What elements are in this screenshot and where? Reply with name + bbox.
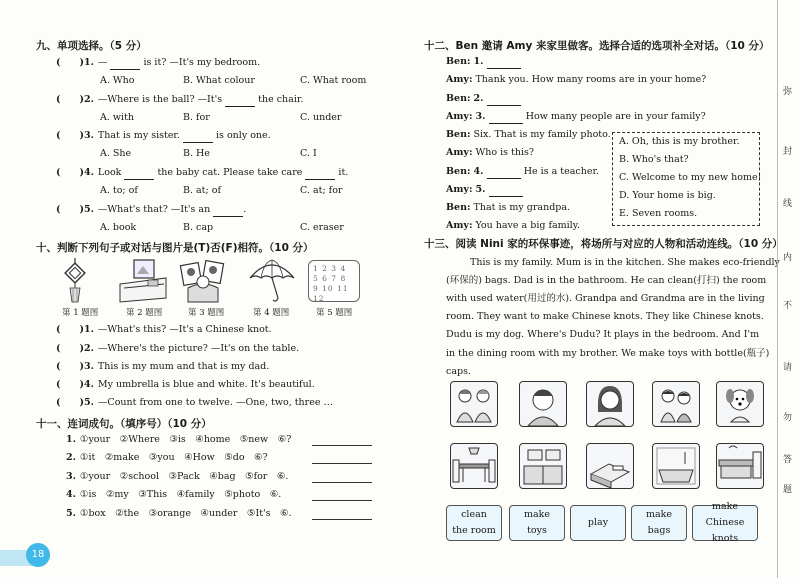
passage-line: room. They want to make Chinese knots. They like Chinese knots. [446, 311, 764, 322]
activity-text: Chinese knots [705, 517, 745, 544]
question-text: the chair. [255, 94, 304, 105]
dialog-line [446, 128, 611, 142]
section-11-title: 十一、连词成句。（填序号）（10 分） [36, 418, 212, 430]
living-room-picture [716, 443, 764, 489]
activity-text: make [645, 509, 673, 520]
question-number: ( )5. [56, 204, 94, 215]
item-number: 5. [66, 508, 76, 519]
speaker: Ben: [446, 56, 471, 67]
option-c[interactable]: C. at; for [300, 185, 343, 196]
question-4 [56, 166, 348, 180]
dialog-text: You have a big family. [475, 220, 580, 231]
speaker: Ben: [446, 166, 471, 177]
activity-text: bags [647, 525, 671, 536]
passage-line: This is my family. Mum is in the kitchen. She makes eco-friendly [470, 257, 780, 268]
dialog-text: Six. That is my family photo. [473, 129, 611, 140]
option-b[interactable]: B. What colour [183, 75, 255, 86]
word-list: ①your ②Where ③is ④home ⑤new ⑥? [79, 434, 292, 445]
dialog-text: He is a teacher. [520, 166, 599, 177]
question-2 [56, 93, 303, 107]
item-number: ( )1. [56, 324, 94, 335]
dialog-text: 5. [475, 184, 489, 195]
question-5 [56, 203, 246, 217]
answer-blank[interactable] [489, 123, 523, 124]
grandparents-picture [450, 381, 498, 427]
dialog-line [446, 110, 706, 124]
judge-item-4 [56, 378, 315, 392]
passage-line: Dudu is my dog. Where's Dudu? It plays in the bedroom. And I'm [446, 329, 760, 340]
dialog-text: 2. [473, 93, 487, 104]
dining-room-picture [450, 443, 498, 489]
picture-caption: 第 3 题图 [188, 308, 225, 318]
choice-option[interactable]: A. Oh, this is my brother. [619, 136, 740, 147]
item-text: This is my mum and that is my dad. [97, 361, 270, 372]
option-c[interactable]: C. under [300, 112, 342, 123]
passage-line: (环保的) bags. Dad is in the bathroom. He can clean(打扫) the room [446, 275, 767, 286]
section-10-title: 十、判断下列句子或对话与图片是(T)否(F)相符。（10 分） [36, 242, 314, 254]
question-1 [56, 56, 260, 70]
option-b[interactable]: B. at; of [183, 185, 221, 196]
margin-char: 题 [783, 485, 793, 495]
reorder-item-1 [66, 433, 291, 447]
answer-blank[interactable] [124, 179, 154, 180]
reorder-item-4 [66, 488, 281, 502]
dialog-line [446, 146, 534, 160]
dialog-line [446, 92, 521, 106]
activity-text: make [523, 509, 551, 520]
dog-picture [716, 381, 764, 427]
picture-table-picture [118, 258, 168, 304]
speaker: Amy: [446, 184, 473, 195]
bathroom-picture [652, 443, 700, 489]
dialog-line [446, 219, 580, 233]
speaker: Amy: [446, 220, 473, 231]
picture-caption: 第 4 题图 [253, 308, 290, 318]
item-number: 1. [66, 434, 76, 445]
item-number: ( )2. [56, 343, 94, 354]
margin-char: 内 [783, 253, 793, 263]
item-number: ( )5. [56, 397, 94, 408]
question-text: it. [335, 167, 349, 178]
question-text: the baby cat. Please take care [154, 167, 306, 178]
item-text: —Where's the picture? —It's on the table. [97, 343, 300, 354]
option-c[interactable]: C. eraser [300, 222, 344, 233]
dialog-text: 3. [475, 111, 489, 122]
answer-line[interactable] [312, 482, 372, 483]
option-a[interactable]: A. with [100, 112, 135, 123]
reorder-item-5 [66, 507, 292, 521]
answer-blank[interactable] [183, 142, 213, 143]
dialog-line [446, 183, 523, 197]
word-list: ①is ②my ③This ④family ⑤photo ⑥. [79, 489, 282, 500]
item-number: ( )3. [56, 361, 94, 372]
judge-item-3 [56, 360, 269, 374]
dialog-line [446, 73, 706, 87]
activity-card[interactable] [692, 501, 758, 544]
passage-line: with used water(用过的水). Grandpa and Grandma are in the living [446, 293, 765, 304]
picture-caption: 第 2 题图 [126, 308, 163, 318]
answer-blank[interactable] [225, 106, 255, 107]
dialog-text: 1. [473, 56, 487, 67]
speaker: Ben: [446, 129, 471, 140]
umbrella-picture [246, 256, 298, 304]
margin-char: 弥 [783, 87, 793, 97]
numbers-picture [308, 260, 360, 302]
question-text: That is my sister. [97, 130, 183, 141]
speaker: Ben: [446, 202, 471, 213]
judge-item-2 [56, 342, 299, 356]
question-number: ( )1. [56, 57, 94, 68]
answer-blank[interactable] [489, 196, 523, 197]
question-text: Look [97, 167, 125, 178]
activity-card[interactable] [509, 505, 565, 541]
picture-caption: 第 1 题图 [62, 308, 99, 318]
margin-char: 不 [783, 301, 793, 311]
passage-line: caps. [446, 366, 471, 377]
answer-line[interactable] [312, 445, 372, 446]
item-number: 3. [66, 471, 76, 482]
margin-char: 请 [783, 363, 793, 373]
question-number: ( )4. [56, 167, 94, 178]
question-text: —What's that? —It's an [97, 204, 214, 215]
option-b[interactable]: B. He [183, 148, 210, 159]
margin-char: 线 [783, 199, 793, 209]
page-number: 18 [26, 543, 50, 567]
item-number: 4. [66, 489, 76, 500]
reorder-item-2 [66, 451, 268, 465]
answer-blank[interactable] [487, 178, 521, 179]
activity-text: the room [452, 525, 496, 536]
judge-item-1 [56, 323, 272, 337]
knot-picture [60, 258, 90, 304]
question-text: . [243, 204, 247, 215]
word-list: ①it ②make ③you ④How ⑤do ⑥? [79, 452, 268, 463]
speaker: Amy: [446, 74, 473, 85]
activity-card[interactable] [570, 505, 626, 541]
judge-item-5 [56, 396, 333, 410]
speaker: Amy: [446, 111, 473, 122]
margin-char: 答 [783, 455, 793, 465]
option-c[interactable]: C. I [300, 148, 317, 159]
option-a[interactable]: A. Who [100, 75, 135, 86]
answer-blank[interactable] [305, 179, 335, 180]
dialog-line [446, 55, 521, 69]
option-b[interactable]: B. for [183, 112, 210, 123]
dialog-text: Who is this? [475, 147, 534, 158]
option-b[interactable]: B. cap [183, 222, 214, 233]
answer-blank[interactable] [213, 216, 243, 217]
dialog-text: How many people are in your family? [522, 111, 706, 122]
choice-option[interactable]: E. Seven rooms. [619, 208, 698, 219]
option-c[interactable]: C. What room [300, 75, 367, 86]
bedroom-picture [586, 443, 634, 489]
option-a[interactable]: A. She [100, 148, 132, 159]
question-number: ( )3. [56, 130, 94, 141]
answer-blank[interactable] [110, 69, 140, 70]
activity-card[interactable] [446, 505, 502, 541]
numbers-text: 1 2 3 4 5 6 7 8 9 10 11 12 [313, 264, 349, 303]
activity-text: make [711, 501, 739, 512]
mum-dad-picture [178, 258, 228, 304]
answer-line[interactable] [312, 519, 372, 520]
item-text: —What's this? —It's a Chinese knot. [97, 324, 272, 335]
question-text: — [97, 57, 111, 68]
item-number: 2. [66, 452, 76, 463]
section-13-title: 十三、阅读 Nini 家的环保事迹，将场所与对应的人物和活动连线。（10 分） [424, 238, 783, 250]
item-text: —Count from one to twelve. —One, two, three … [97, 397, 333, 408]
question-text: —Where is the ball? —It's [97, 94, 226, 105]
brothers-picture [652, 381, 700, 427]
answer-blank[interactable] [487, 68, 521, 69]
choice-option[interactable]: C. Welcome to my new home! [619, 172, 762, 183]
margin-char: 勿 [783, 413, 793, 423]
activity-card[interactable] [631, 505, 687, 541]
item-number: ( )4. [56, 379, 94, 390]
section-9-title: 九、单项选择。（5 分） [36, 40, 147, 52]
dialog-text: 4. [473, 166, 487, 177]
picture-caption: 第 5 题图 [316, 308, 353, 318]
dialog-text: That is my grandpa. [473, 202, 571, 213]
answer-line[interactable] [312, 463, 372, 464]
choices-box [612, 132, 760, 226]
item-text: My umbrella is blue and white. It's beautiful. [97, 379, 315, 390]
speaker: Ben: [446, 93, 471, 104]
section-12-title: 十二、Ben 邀请 Amy 来家里做客。选择合适的选项补全对话。（10 分） [424, 40, 770, 52]
word-list: ①your ②school ③Pack ④bag ⑤for ⑥. [79, 471, 289, 482]
question-number: ( )2. [56, 94, 94, 105]
choice-option[interactable]: B. Who's that? [619, 154, 689, 165]
mum-picture [586, 381, 634, 427]
passage-line: in the dining room with my brother. We make toys with bottle(瓶子) [446, 348, 770, 359]
activity-text: play [587, 517, 609, 528]
answer-blank[interactable] [487, 105, 521, 106]
question-text: is only one. [212, 130, 271, 141]
dialog-text: Thank you. How many rooms are in your home? [475, 74, 707, 85]
reorder-item-3 [66, 470, 288, 484]
dialog-line [446, 165, 599, 179]
kitchen-picture [519, 443, 567, 489]
answer-line[interactable] [312, 500, 372, 501]
activity-text: toys [527, 525, 547, 536]
option-a[interactable]: A. to; of [100, 185, 138, 196]
choice-option[interactable]: D. Your home is big. [619, 190, 716, 201]
option-a[interactable]: A. book [100, 222, 137, 233]
word-list: ①box ②the ③orange ④under ⑤It's ⑥. [79, 508, 292, 519]
speaker: Amy: [446, 147, 473, 158]
margin-char: 封 [783, 147, 793, 157]
activity-text: clean [461, 509, 487, 520]
question-3 [56, 129, 271, 143]
question-text: is it? —It's my bedroom. [140, 57, 261, 68]
dad-picture [519, 381, 567, 427]
dialog-line [446, 201, 570, 215]
